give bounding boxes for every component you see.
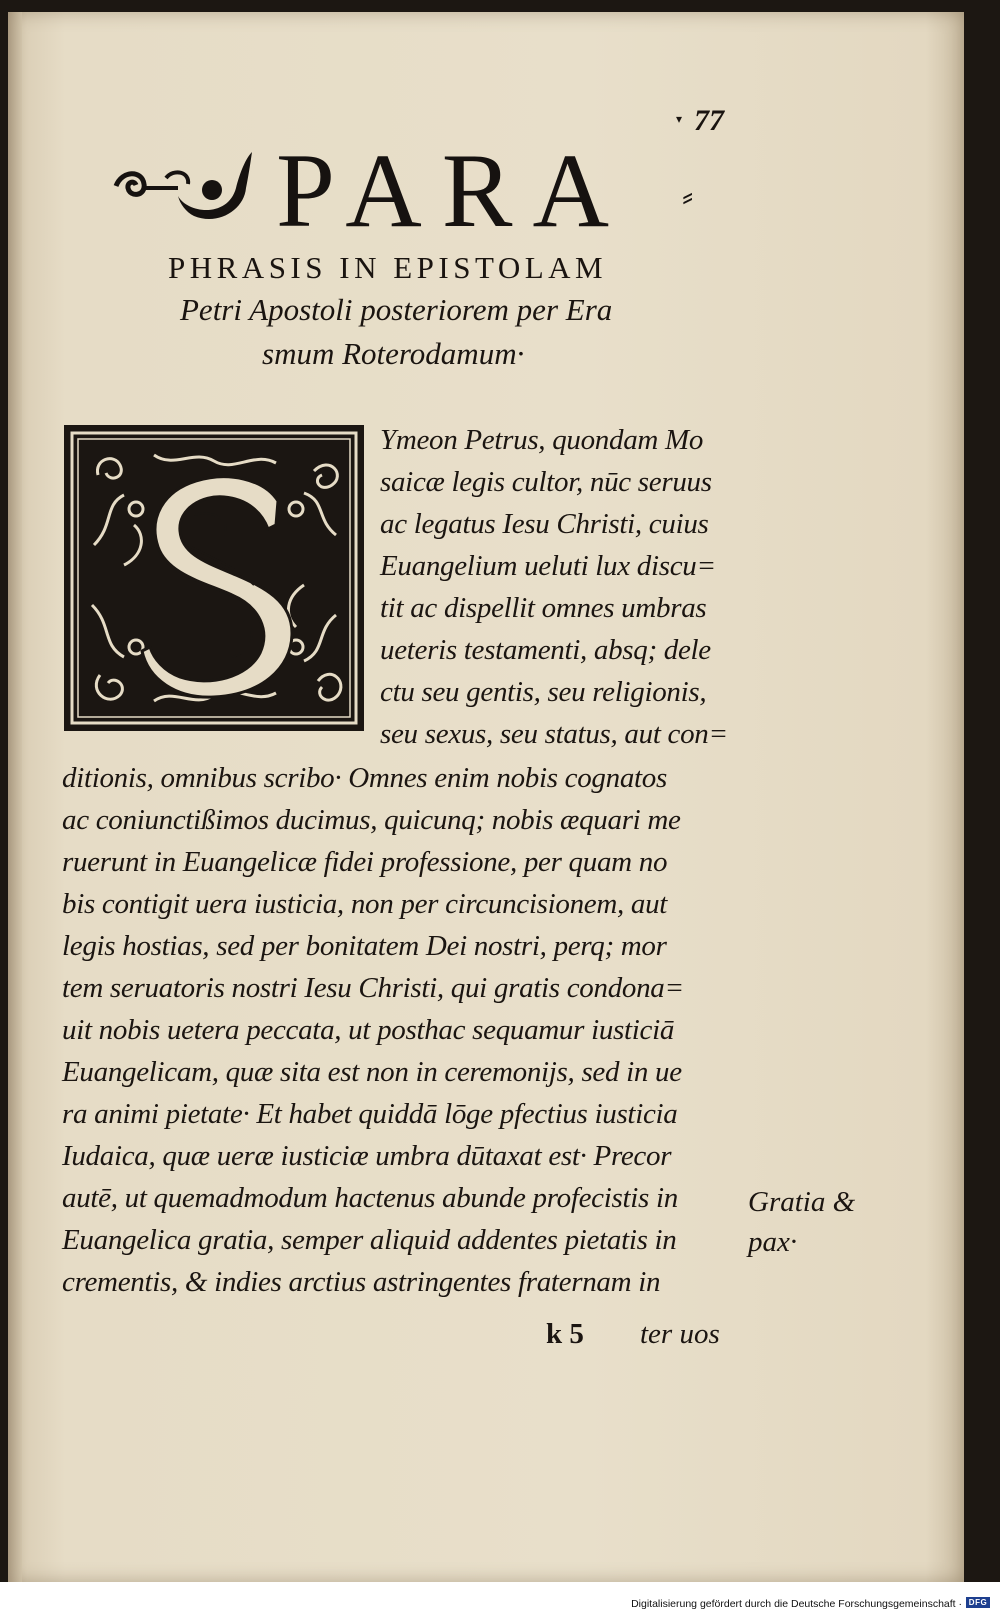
text-line: Ymeon Petrus, quondam Mo bbox=[380, 424, 704, 456]
page-gutter-edge bbox=[8, 12, 22, 1582]
text-line: Euangelium ueluti lux discu= bbox=[380, 550, 716, 582]
text-line: crementis, & indies arctius astringentes fraternam in bbox=[62, 1266, 661, 1298]
signature-mark: k 5 bbox=[546, 1318, 584, 1350]
dfg-logo: DFG bbox=[966, 1597, 990, 1608]
catchword: ter uos bbox=[640, 1318, 720, 1350]
text-line: Euangelica gratia, semper aliquid addentes pietatis in bbox=[62, 1224, 677, 1256]
title-hyphen-mark: ⸗ bbox=[682, 178, 694, 215]
text-line: ueteris testamenti, absq; dele bbox=[380, 634, 711, 666]
text-line: tem seruatoris nostri Iesu Christi, qui gratis condona= bbox=[62, 972, 684, 1004]
page-number: 77 bbox=[694, 104, 724, 137]
text-line: Iudaica, quæ ueræ iusticiæ umbra dūtaxat est· Precor bbox=[62, 1140, 672, 1172]
text-line: legis hostias, sed per bonitatem Dei nostri, perq; mor bbox=[62, 930, 667, 962]
title-line-2: smum Roterodamum· bbox=[262, 336, 525, 371]
text-line: ac coniunctißimos ducimus, quicunq; nobis æquari me bbox=[62, 804, 681, 836]
title-caps-line: PHRASIS IN EPISTOLAM bbox=[168, 250, 608, 285]
text-line: bis contigit uera iusticia, non per circuncisionem, aut bbox=[62, 888, 668, 920]
initial-ornament-icon bbox=[64, 425, 364, 731]
text-line: ctu seu gentis, seu religionis, bbox=[380, 676, 707, 708]
text-line: autē, ut quemadmodum hactenus abunde profecistis in bbox=[62, 1182, 678, 1214]
margin-note-line-2: pax· bbox=[748, 1226, 798, 1258]
digitization-credit: Digitalisierung gefördert durch die Deutsche Forschungsgemeinschaft · bbox=[631, 1598, 962, 1610]
margin-note-line-1: Gratia & bbox=[748, 1186, 856, 1218]
title-large: PARA bbox=[276, 132, 630, 249]
text-line: ra animi pietate· Et habet quiddā lōge pfectius iusticia bbox=[62, 1098, 678, 1130]
title-line-1: Petri Apostoli posteriorem per Era bbox=[180, 292, 613, 327]
text-line: ditionis, omnibus scribo· Omnes enim nobis cognatos bbox=[62, 762, 667, 794]
text-line: uit nobis uetera peccata, ut posthac sequamur iusticiā bbox=[62, 1014, 675, 1046]
text-line: tit ac dispellit omnes umbras bbox=[380, 592, 707, 624]
page-ornament-mark: ▾ bbox=[676, 112, 683, 126]
decorated-initial bbox=[64, 425, 364, 731]
text-line: saicæ legis cultor, nūc seruus bbox=[380, 466, 712, 498]
text-line: seu sexus, seu status, aut con= bbox=[380, 718, 728, 750]
text-line: ruerunt in Euangelicæ fidei professione, per quam no bbox=[62, 846, 668, 878]
fleuron-ornament-icon bbox=[108, 148, 258, 228]
text-line: Euangelicam, quæ sita est non in ceremonijs, sed in ue bbox=[62, 1056, 682, 1088]
text-line: ac legatus Iesu Christi, cuius bbox=[380, 508, 709, 540]
